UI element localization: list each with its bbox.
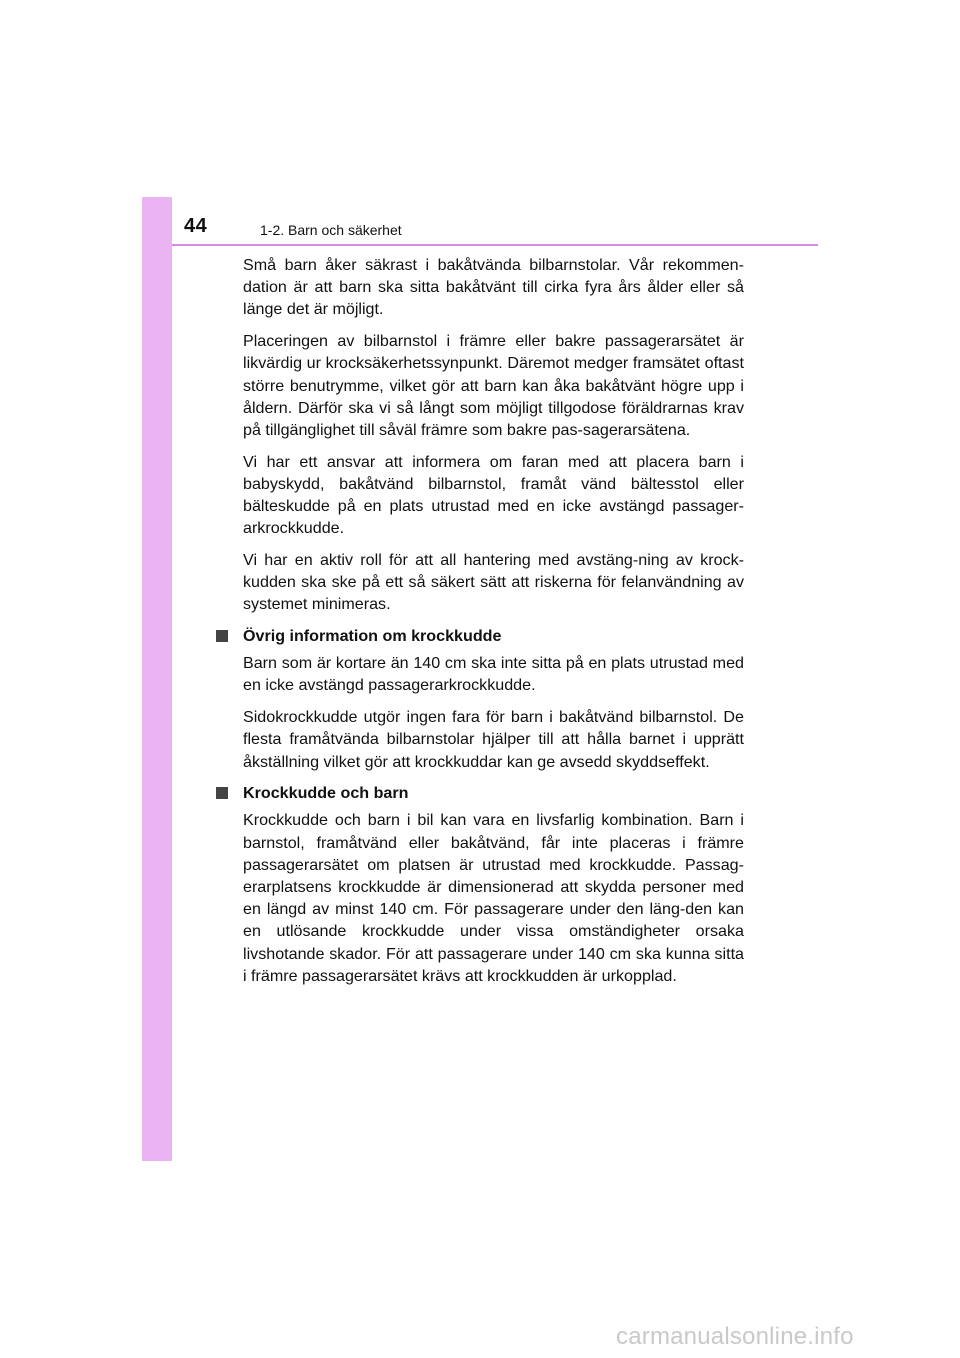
chapter-side-band	[142, 197, 172, 1161]
paragraph: Sidokrockkudde utgör ingen fara för barn i bakåtvänd bilbarnstol. De flesta framåtvända bilbarnstolar hjälper till att hålla barnet i upprätt åkställning vilket gör att krockkuddar kan ge avsedd skyddseffekt.	[243, 708, 744, 771]
page-header	[172, 197, 816, 245]
square-bullet-icon	[216, 787, 228, 799]
header-rule	[172, 244, 818, 246]
paragraph: Små barn åker säkrast i bakåtvända bilbarnstolar. Vår rekommen-dation är att barn ska sitta bakåtvänt till cirka fyra års ålder eller så länge det är möjligt.	[243, 256, 744, 319]
paragraph: Barn som är kortare än 140 cm ska inte sitta på en plats utrustad med en icke avstängd passagerarkrockkudde.	[243, 654, 744, 695]
section-heading-airbag-children	[213, 782, 744, 804]
watermark-text: carmanualsonline.info	[616, 1323, 854, 1350]
paragraph: Vi har en aktiv roll för att all hantering med avstäng-ning av krock-kudden ska ske på ett så säkert sätt att riskerna för felanvändning av systemet minimeras.	[243, 550, 744, 614]
paragraph: Placeringen av bilbarnstol i främre eller bakre passagerarsätet är likvärdig ur krocksäkerhetssynpunkt. Däremot medger framsätet oftast större benutrymme, vilket gör att barn kan åka bakåtvänt högre upp i åldern. Därför ska vi så långt som möjligt tillgodose föräldrarnas krav på tillgänglighet till såväl främre som bakre pas-sagerarsätena.	[243, 332, 744, 439]
section-heading-text: Övrig information om krockkudde	[243, 627, 502, 646]
square-bullet-icon	[216, 630, 228, 642]
paragraph: Vi har ett ansvar att informera om faran med att placera barn i babyskydd, bakåtvänd bilbarnstol, framåt vänd bältesstol eller bälteskudde på en plats utrustad med en icke avstängd passager-arkrockkudde.	[243, 452, 744, 538]
section-heading-text: Krockkudde och barn	[243, 784, 409, 803]
section-title: 1-2. Barn och säkerhet	[260, 222, 402, 238]
section-heading-other-info	[213, 625, 744, 647]
paragraph: Krockkudde och barn i bil kan vara en livsfarlig kombination. Barn i barnstol, framåtvänd eller bakåtvänd, får inte placeras i främre passagerarsätet om platsen är utrustad med krockkudde. Passag-erarplatsens krockkudde är dimensionerad att skydda personer med en längd av minst 140 cm. För passagerare under den läng-den kan en utlösande krockkudde under vissa omständigheter orsaka livshotande skador. För att passagerare under 140 cm ska kunna sitta i främre passagerarsätet krävs att krockkudden är urkopplad.	[243, 811, 744, 985]
page-number: 44	[184, 215, 208, 237]
page-content	[213, 254, 744, 997]
